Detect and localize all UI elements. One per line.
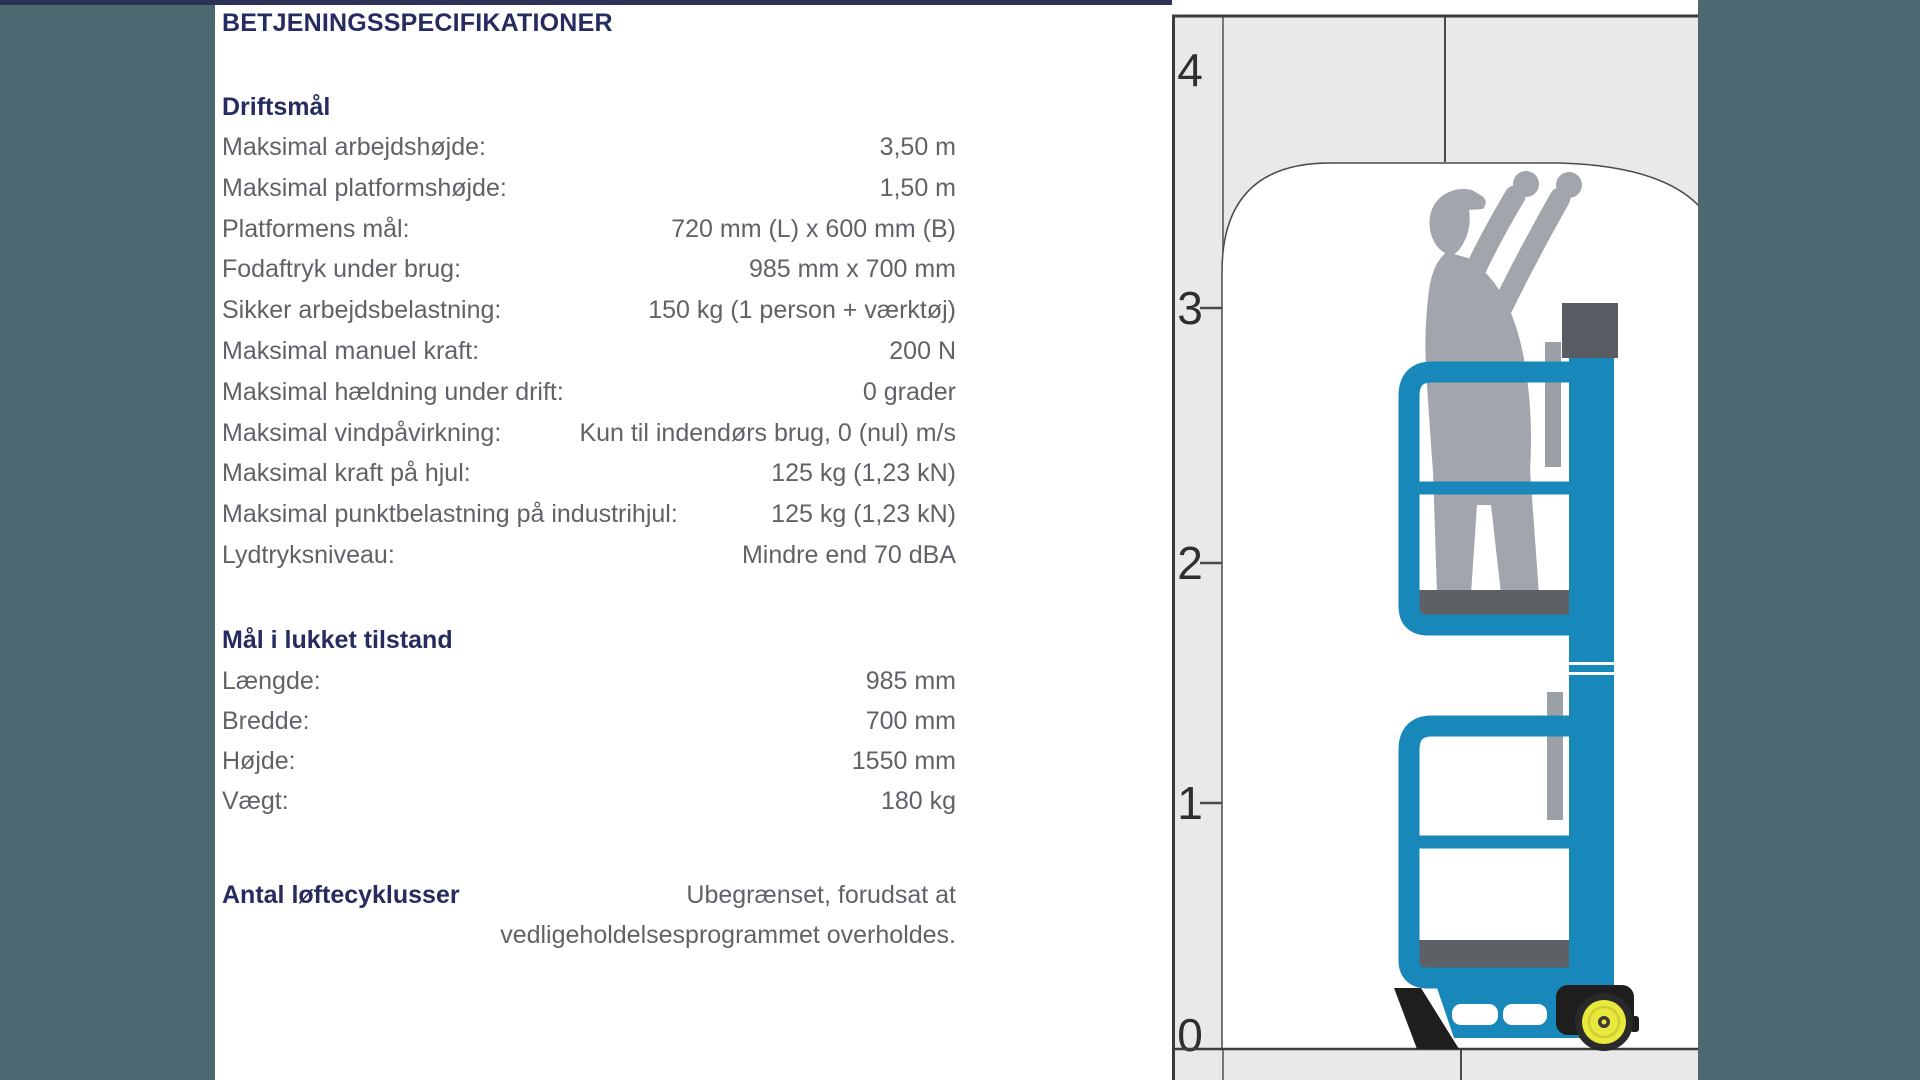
spec-row — [222, 372, 956, 412]
section-heading-cyklusser: Antal løftecyklusser — [222, 881, 460, 909]
spec-row — [222, 290, 956, 330]
spec-label: Maksimal hældning under drift: — [222, 378, 564, 406]
mast-slider-upper — [1545, 342, 1561, 467]
spec-value: Kun til indendørs brug, 0 (nul) m/s — [579, 419, 956, 447]
mast-top-box — [1562, 303, 1618, 358]
spec-value: 3,50 m — [879, 133, 956, 161]
spec-label: Maksimal punktbelastning på industrihjul: — [222, 500, 678, 528]
scale-label-1: 1 — [1177, 777, 1203, 829]
spec-row — [222, 494, 956, 534]
spec-label: Sikker arbejdsbelastning: — [222, 296, 502, 324]
spec-label: Fodaftryk under brug: — [222, 255, 462, 283]
spec-value: 700 mm — [865, 707, 956, 735]
spec-row — [222, 701, 956, 741]
mast-slider-lower — [1547, 692, 1563, 820]
spec-row-cyklusser-cont — [222, 915, 956, 955]
spec-label: Maksimal kraft på hjul: — [222, 459, 471, 487]
spec-label: Maksimal arbejdshøjde: — [222, 133, 486, 161]
spec-label: Maksimal manuel kraft: — [222, 337, 480, 365]
spec-row — [222, 781, 956, 821]
spec-value: 200 N — [889, 337, 956, 365]
worker-hand-back — [1556, 172, 1582, 198]
wheel-icon — [1575, 993, 1633, 1051]
spec-row — [222, 331, 956, 371]
scale-label-4: 4 — [1177, 44, 1203, 96]
chassis-slot-2 — [1503, 1004, 1547, 1025]
spec-row — [222, 168, 956, 208]
spec-row — [222, 741, 956, 781]
spec-label: Lydtryksniveau: — [222, 541, 395, 569]
spec-label: Maksimal platformshøjde: — [222, 174, 507, 202]
mast-joint-line-2 — [1568, 672, 1615, 675]
spec-row — [222, 209, 956, 249]
page-title: BETJENINGSSPECIFIKATIONER — [222, 9, 613, 37]
spec-value: 1,50 m — [879, 174, 956, 202]
spec-row — [222, 127, 956, 167]
spec-row — [222, 453, 956, 493]
spec-value: 985 mm — [865, 667, 956, 695]
scale-label-2: 2 — [1177, 537, 1203, 589]
spec-value: 720 mm (L) x 600 mm (B) — [671, 215, 956, 243]
spec-row — [222, 661, 956, 701]
worker-hand-front — [1513, 171, 1539, 197]
spec-value: vedligeholdelsesprogrammet overholdes. — [500, 921, 956, 949]
height-scale-diagram — [1172, 0, 1698, 1080]
spec-value: 0 grader — [862, 378, 956, 406]
spec-value: 180 kg — [880, 787, 956, 815]
spec-value: 125 kg (1,23 kN) — [771, 500, 956, 528]
spec-label: Længde: — [222, 667, 321, 695]
section-heading-driftsmaal: Driftsmål — [222, 93, 331, 121]
spec-row — [222, 249, 956, 289]
spec-value: Mindre end 70 dBA — [741, 541, 956, 569]
specifications-column — [222, 0, 956, 1080]
mast-joint-line-1 — [1568, 662, 1615, 665]
spec-value: 150 kg (1 person + værktøj) — [648, 296, 956, 324]
spec-label: Maksimal vindpåvirkning: — [222, 419, 502, 447]
left-frame-band — [0, 5, 215, 1080]
right-frame-band — [1698, 0, 1920, 1080]
platform-floor-stowed — [1407, 940, 1570, 972]
spec-value: 125 kg (1,23 kN) — [771, 459, 956, 487]
spec-label: Højde: — [222, 747, 296, 775]
spec-row — [222, 413, 956, 453]
spec-label: Platformens mål: — [222, 215, 410, 243]
spec-value: 985 mm x 700 mm — [748, 255, 956, 283]
spec-value: Ubegrænset, forudsat at — [686, 881, 956, 909]
spec-row-cyklusser — [222, 875, 956, 915]
spec-row — [222, 535, 956, 575]
chassis-slot-1 — [1452, 1004, 1498, 1025]
section-heading-lukket: Mål i lukket tilstand — [222, 626, 453, 654]
spec-value: 1550 mm — [851, 747, 956, 775]
spec-label: Bredde: — [222, 707, 310, 735]
scale-label-0: 0 — [1177, 1009, 1203, 1061]
scale-label-3: 3 — [1177, 282, 1203, 334]
spec-label: Vægt: — [222, 787, 289, 815]
